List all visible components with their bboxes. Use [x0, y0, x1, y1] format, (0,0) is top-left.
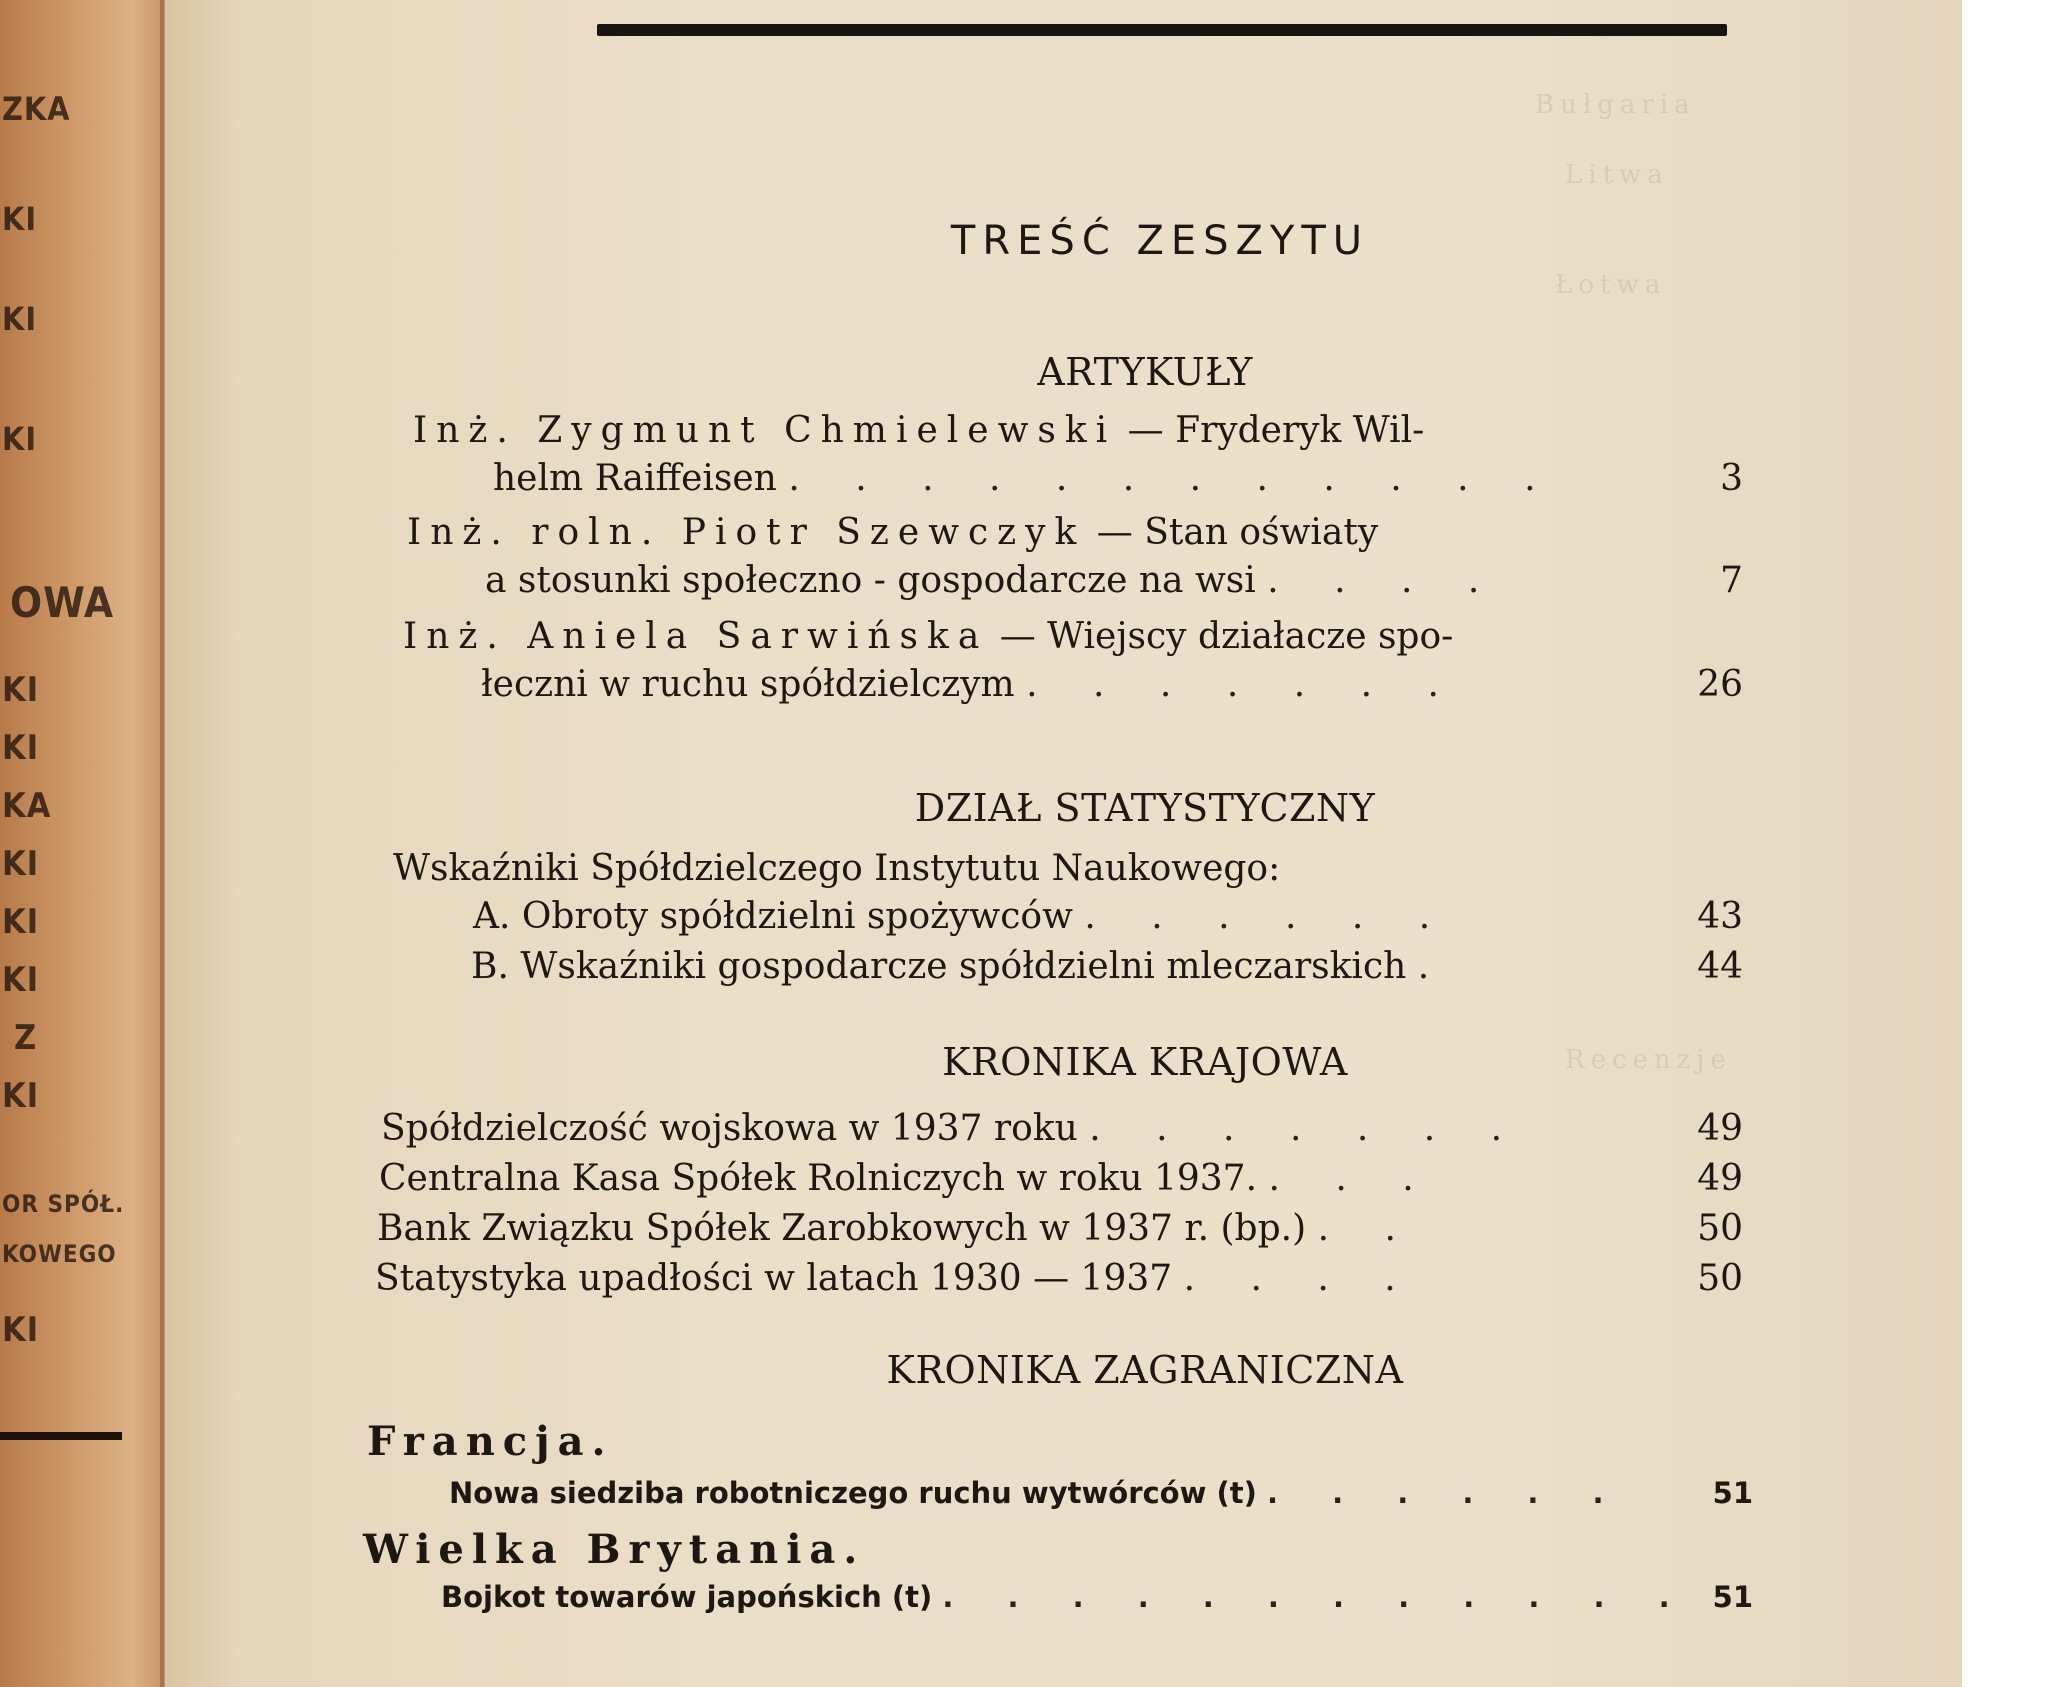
- show-through-text: Recenzje: [1565, 1045, 1732, 1075]
- previous-page-fragment: KOWEGO: [2, 1240, 117, 1268]
- previous-page-fragment: KI: [2, 844, 40, 884]
- entry-title: — Stan oświaty: [1096, 512, 1379, 553]
- entry-second-line: [485, 560, 1501, 601]
- leader-dots: . . . . . . . . . . . .: [788, 458, 1558, 499]
- entry-page-number: 50: [1697, 1208, 1743, 1249]
- entry-line: [375, 1258, 1418, 1299]
- previous-page-fragment: OWA: [10, 578, 115, 627]
- entry-title: łeczni w ruchu spółdzielczym: [481, 664, 1015, 705]
- leader-dots: .: [1417, 946, 1452, 987]
- country-heading: Francja.: [367, 1418, 614, 1465]
- entry-first-line: [407, 512, 1378, 553]
- entry-title: — Fryderyk Wil-: [1127, 410, 1425, 451]
- entry-author: Inż. Zygmunt Chmielewski: [413, 410, 1117, 451]
- entry-title: Nowa siedziba robotniczego ruchu wytwórców (t): [449, 1476, 1257, 1510]
- previous-page-fragment: KA: [2, 786, 52, 826]
- entry-line: [381, 1108, 1524, 1149]
- entry-page-number: 7: [1720, 560, 1743, 601]
- leader-dots: . . . .: [1183, 1258, 1418, 1299]
- previous-page-fragment: KI: [2, 728, 40, 768]
- previous-page-fragment: KI: [2, 300, 38, 338]
- entry-page-number: 50: [1697, 1258, 1743, 1299]
- entry-title: Spółdzielczość wojskowa w 1937 roku: [381, 1108, 1078, 1149]
- entry-page-number: 51: [1712, 1580, 1753, 1614]
- entry-page-number: 49: [1697, 1158, 1743, 1199]
- previous-page-fragment: KI: [2, 1076, 40, 1116]
- entry-page-number: 44: [1697, 946, 1743, 987]
- statistics-intro: Wskaźniki Spółdzielczego Instytutu Naukowego:: [393, 848, 1281, 889]
- entry-author: Inż. Aniela Sarwińska: [403, 616, 989, 657]
- header-rule: [597, 24, 1727, 36]
- page-fold-line: [160, 0, 164, 1687]
- entry-page-number: 49: [1697, 1108, 1743, 1149]
- entry-line: [471, 946, 1451, 987]
- entry-title: a stosunki społeczno - gospodarcze na wsi: [485, 560, 1256, 601]
- entry-line: [379, 1158, 1436, 1199]
- entry-title: Bank Związku Spółek Zarobkowych w 1937 r. (bp.): [377, 1208, 1307, 1249]
- entry-title: — Wiejscy działacze spo-: [999, 616, 1454, 657]
- previous-page-fragment: KI: [2, 1310, 40, 1350]
- entry-title: helm Raiffeisen: [493, 458, 777, 499]
- section-heading-articles: ARTYKUŁY: [1037, 350, 1253, 394]
- entry-second-line: [493, 458, 1558, 499]
- previous-page-fragment: ZKA: [2, 90, 71, 128]
- entry-title: B. Wskaźniki gospodarcze spółdzielni mleczarskich: [471, 946, 1407, 987]
- show-through-text: Litwa: [1565, 160, 1669, 190]
- leader-dots: . . . . . .: [1084, 896, 1453, 937]
- page-title: TREŚĆ ZESZYTU: [950, 218, 1370, 264]
- leader-dots: . . . . . . .: [1026, 664, 1461, 705]
- entry-author: Inż. roln. Piotr Szewczyk: [407, 512, 1086, 553]
- entry-page-number: 26: [1697, 664, 1743, 705]
- entry-line: [377, 1208, 1418, 1249]
- previous-page-fragment: Z: [14, 1018, 38, 1058]
- entry-page-number: 51: [1712, 1476, 1753, 1510]
- show-through-text: Bułgaria: [1535, 90, 1696, 120]
- entry-page-number: 43: [1697, 896, 1743, 937]
- previous-page-edge: [0, 0, 165, 1687]
- leader-dots: . .: [1317, 1208, 1418, 1249]
- entry-line: [473, 896, 1452, 937]
- leader-dots: . . . . . . . . . . . .: [942, 1580, 1692, 1614]
- leader-dots: . . . . . . .: [1089, 1108, 1525, 1149]
- previous-page-fragment: KI: [2, 420, 38, 458]
- section-heading-statistics: DZIAŁ STATYSTYCZNY: [914, 786, 1376, 830]
- previous-page-fragment: KI: [2, 200, 38, 238]
- entry-title: Bojkot towarów japońskich (t): [441, 1580, 933, 1614]
- section-heading-domestic: KRONIKA KRAJOWA: [942, 1040, 1348, 1084]
- entry-title: A. Obroty spółdzielni spożywców: [473, 896, 1073, 937]
- previous-page-fragment: KI: [2, 902, 40, 942]
- entry-page-number: 3: [1720, 458, 1743, 499]
- entry-second-line: [481, 664, 1461, 705]
- entry-title: Centralna Kasa Spółek Rolniczych w roku 1937.: [379, 1158, 1258, 1199]
- previous-page-rule: [0, 1432, 122, 1440]
- entry-line: [449, 1476, 1626, 1510]
- table-of-contents-page: [165, 0, 2005, 1687]
- previous-page-fragment: KI: [2, 670, 40, 710]
- previous-page-fragment: KI: [2, 960, 40, 1000]
- show-through-text: Łotwa: [1555, 270, 1667, 300]
- leader-dots: . . . .: [1267, 560, 1502, 601]
- entry-line: [441, 1580, 1692, 1614]
- entry-first-line: [413, 410, 1424, 451]
- entry-first-line: [403, 616, 1453, 657]
- leader-dots: . . .: [1268, 1158, 1436, 1199]
- country-heading: Wielka Brytania.: [363, 1526, 866, 1573]
- leader-dots: . . . . . .: [1266, 1476, 1626, 1510]
- previous-page-fragment: OR SPÓŁ.: [2, 1190, 125, 1218]
- section-heading-foreign: KRONIKA ZAGRANICZNA: [886, 1348, 1404, 1392]
- entry-title: Statystyka upadłości w latach 1930 — 1937: [375, 1258, 1173, 1299]
